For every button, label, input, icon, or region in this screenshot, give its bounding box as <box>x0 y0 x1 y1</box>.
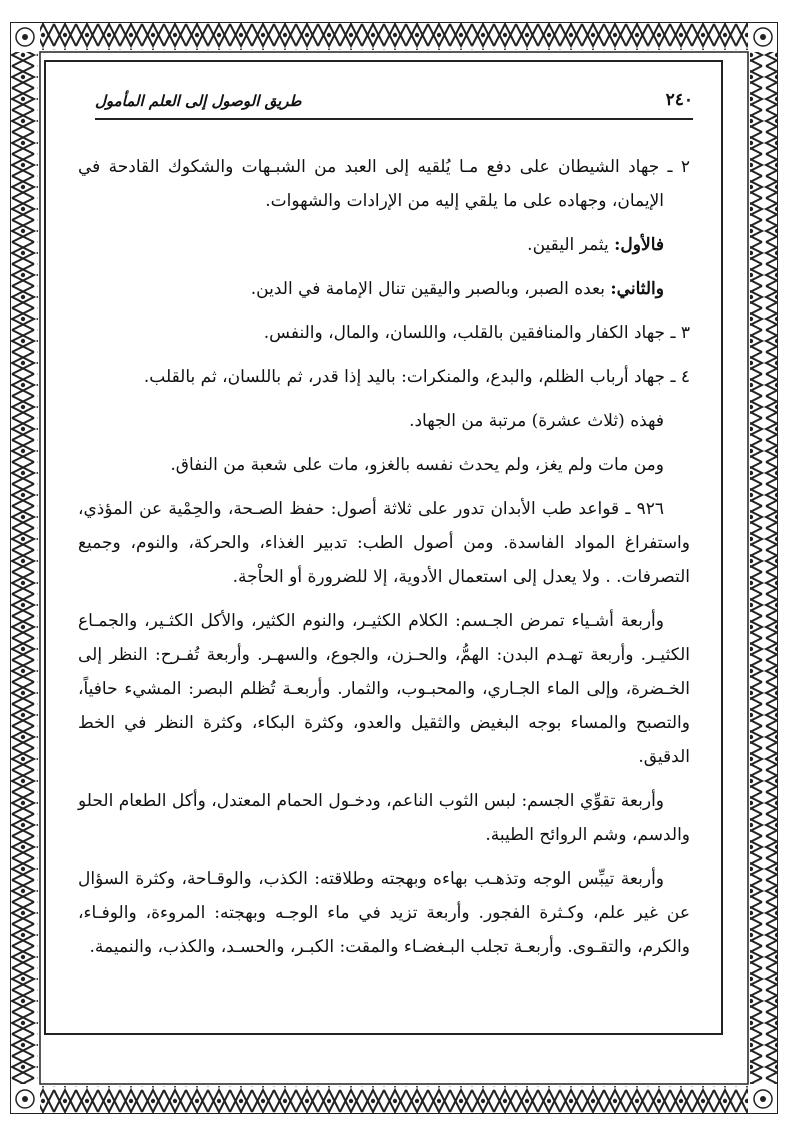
paragraph <box>78 604 690 774</box>
paragraph <box>78 272 690 306</box>
paragraph <box>78 492 690 594</box>
paragraph-text: وأربعة تقوِّي الجسم: لبس الثوب الناعم، ودخـول الحمام المعتدل، وأكل الطعام الحلو والدسم، وشم الروائح الطيبة. <box>78 791 690 845</box>
paragraph <box>78 316 690 350</box>
paragraph-text: ٢ ـ جهاد الشيطان على دفع مـا يُلقيه إلى العبد من الشبـهات والشكوك القادحة في الإيمان، وجهاده على ما يلقي إليه من الإرادات والشهوات. <box>78 157 691 211</box>
paragraph <box>78 862 690 964</box>
paragraph-text: ومن مات ولم يغز، ولم يحدث نفسه بالغزو، مات على شعبة من النفاق. <box>170 455 664 475</box>
paragraph <box>78 448 690 482</box>
page-number: ٢٤٠ <box>665 90 693 110</box>
paragraph-text: بعده الصبر، وبالصبر واليقين تنال الإمامة في الدين. <box>250 279 611 299</box>
page-body <box>78 150 690 974</box>
paragraph-lead: والثاني: <box>610 279 664 299</box>
paragraph <box>78 360 690 394</box>
paragraph-text: ٩٢٦ ـ قواعد طب الأبدان تدور على ثلاثة أصول: حفظ الصـحة، والحِمْية عن المؤذي، واستفراغ المواد الفاسدة. ومن أصول الطب: تدبير الغذاء، والحركة، والنوم، وجميع التصرفات. . ولا يعدل إلى استعمال الأدوية، إلا للضرورة أو الحاْجة. <box>78 499 690 587</box>
paragraph-text: يثمر اليقين. <box>527 235 615 255</box>
paragraph-text: وأربعة أشـياء تمرض الجـسم: الكلام الكثيـر، والنوم الكثير، والأكل الكثـير، والجمـاع الكثيـر. وأربعة تهـدم البدن: الهمُّ، والحـزن، والجوع، والسهـر. وأربعة تُفـرح: النظر إلى الخـضرة، وإلى الماء الجـاري، والمحبـوب، والثمار. وأربعـة تُظلم البصر: المشيء حافياً، والتصبح والمساء بوجه البغيض والثقيل والعدو، وكثرة البكاء، وكثرة النظر في الخط الدقيق. <box>78 611 690 767</box>
paragraph-text: ٤ ـ جهاد أرباب الظلم، والبدع، والمنكرات: باليد إذا قدر، ثم باللسان، ثم بالقلب. <box>143 367 690 387</box>
book-title: طريق الوصول إلى العلم المأمول <box>95 92 302 110</box>
paragraph <box>78 150 690 218</box>
paragraph <box>78 784 690 852</box>
paragraph <box>78 228 690 262</box>
paragraph-lead: فالأول: <box>614 235 664 255</box>
paragraph <box>78 404 690 438</box>
page-header <box>95 90 693 120</box>
paragraph-text: فهذه (ثلاث عشرة) مرتبة من الجهاد. <box>409 411 664 431</box>
paragraph-text: ٣ ـ جهاد الكفار والمنافقين بالقلب، واللسان، والمال، والنفس. <box>263 323 690 343</box>
paragraph-text: وأربعة تيبِّس الوجه وتذهـب بهاءه وبهجته وطلاقته: الكذب، والوقـاحة، وكثرة السؤال عن غير علم، وكـثرة الفجور. وأربعة تزيد في ماء الوجـه وبهجته: المروءة، والوفـاء، والكرم، والتقـوى. وأربعـة تجلب البـغضـاء والمقت: الكبـر، والحسـد، والكذب، والنميمة. <box>78 869 690 957</box>
